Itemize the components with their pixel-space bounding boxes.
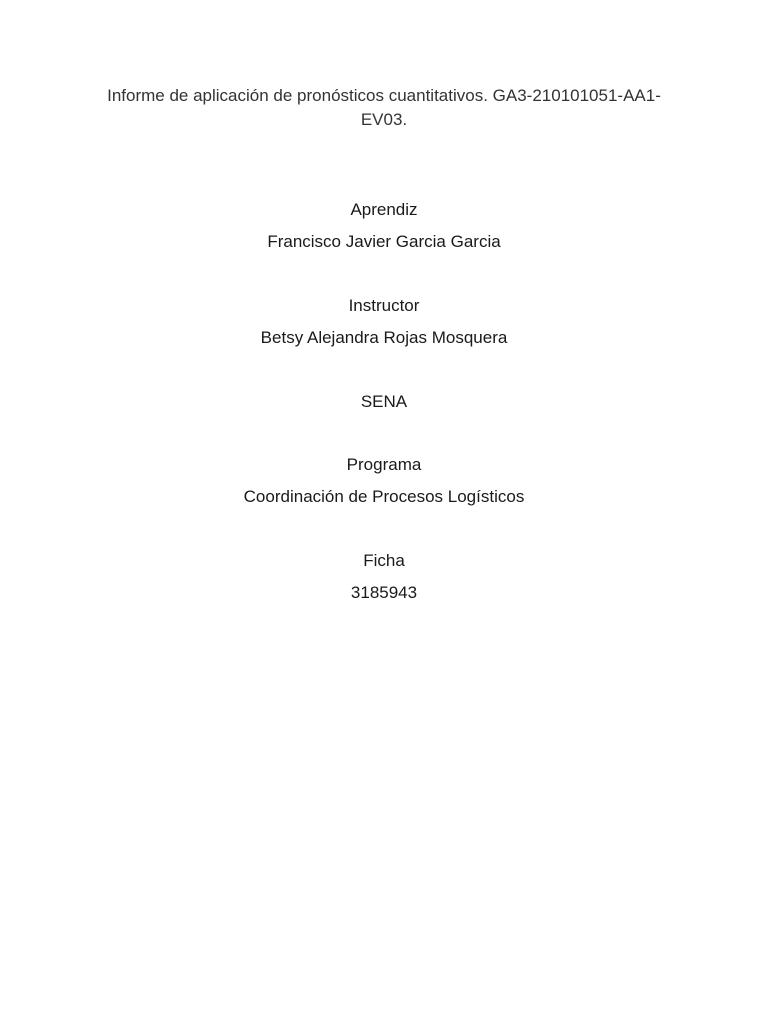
document-title: Informe de aplicación de pronósticos cuantitativos. GA3-210101051-AA1-EV03.: [107, 86, 661, 129]
ficha-number: 3185943: [350, 583, 418, 602]
aprendiz-label: Aprendiz: [350, 200, 418, 219]
institution-name: SENA: [360, 392, 408, 411]
ficha-label: Ficha: [363, 551, 405, 570]
instructor-label: Instructor: [348, 296, 420, 315]
programa-name: Coordinación de Procesos Logísticos: [243, 487, 525, 506]
programa-label: Programa: [346, 455, 422, 474]
instructor-name: Betsy Alejandra Rojas Mosquera: [260, 328, 508, 347]
aprendiz-name: Francisco Javier Garcia Garcia: [267, 232, 501, 251]
